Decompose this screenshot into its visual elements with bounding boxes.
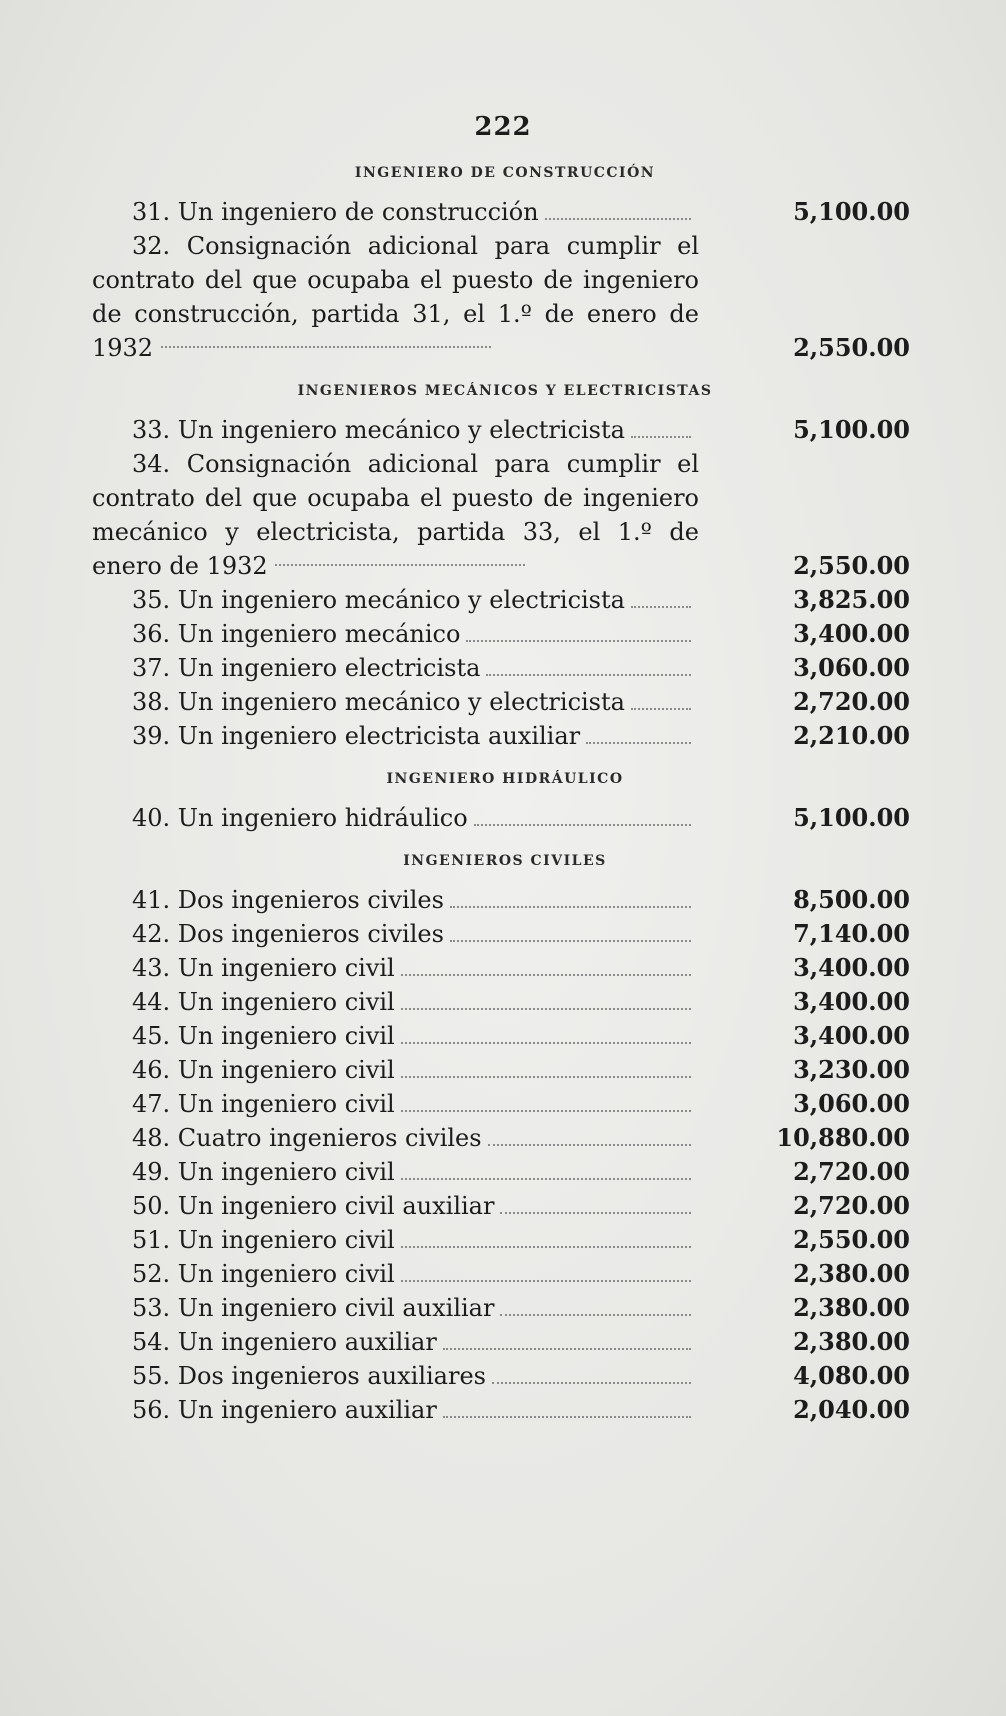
item-text: 36. Un ingeniero mecánico xyxy=(132,620,461,648)
dot-leader xyxy=(443,1348,691,1350)
list-item xyxy=(92,617,918,651)
item-text: 53. Un ingeniero civil auxiliar xyxy=(132,1294,495,1322)
dot-leader xyxy=(500,1314,691,1316)
list-item xyxy=(92,1223,918,1257)
item-text: 42. Dos ingenieros civiles xyxy=(132,920,444,948)
list-item xyxy=(92,1053,918,1087)
dot-leader xyxy=(401,1076,691,1078)
item-amount: 5,100.00 xyxy=(793,197,910,226)
item-text: 54. Un ingeniero auxiliar xyxy=(132,1328,437,1356)
item-amount: 3,825.00 xyxy=(793,585,910,614)
section-ingenieros-civiles xyxy=(92,853,918,1427)
item-amount: 7,140.00 xyxy=(793,919,910,948)
dot-leader xyxy=(631,436,691,438)
section-ingeniero-hidraulico xyxy=(92,771,918,835)
list-item xyxy=(92,801,918,835)
item-text: 37. Un ingeniero electricista xyxy=(132,654,481,682)
item-amount: 10,880.00 xyxy=(776,1123,910,1152)
item-amount: 3,060.00 xyxy=(793,653,910,682)
dot-leader xyxy=(631,708,691,710)
list-item xyxy=(92,195,918,229)
section-ingenieros-mecanicos xyxy=(92,383,918,753)
item-text: 51. Un ingeniero civil xyxy=(132,1226,395,1254)
dot-leader xyxy=(586,742,691,744)
item-text: 33. Un ingeniero mecánico y electricista xyxy=(132,416,625,444)
item-text: 50. Un ingeniero civil auxiliar xyxy=(132,1192,495,1220)
dot-leader xyxy=(161,346,491,348)
list-item xyxy=(92,1087,918,1121)
list-item xyxy=(92,917,918,951)
list-item xyxy=(92,1359,918,1393)
dot-leader xyxy=(488,1144,691,1146)
item-text: 49. Un ingeniero civil xyxy=(132,1158,395,1186)
item-text: 41. Dos ingenieros civiles xyxy=(132,886,444,914)
item-amount: 2,550.00 xyxy=(793,333,910,362)
list-item xyxy=(92,719,918,753)
item-text: 46. Un ingeniero civil xyxy=(132,1056,395,1084)
item-amount: 2,040.00 xyxy=(793,1395,910,1424)
item-amount: 2,380.00 xyxy=(793,1293,910,1322)
list-item xyxy=(92,883,918,917)
dot-leader xyxy=(450,906,691,908)
list-item xyxy=(92,1325,918,1359)
list-item xyxy=(92,985,918,1019)
item-text: 39. Un ingeniero electricista auxiliar xyxy=(132,722,581,750)
item-text: 35. Un ingeniero mecánico y electricista xyxy=(132,586,625,614)
list-item xyxy=(92,413,918,447)
page-number: 222 xyxy=(474,112,532,142)
item-text: 31. Un ingeniero de construcción xyxy=(132,198,539,226)
item-amount: 5,100.00 xyxy=(793,803,910,832)
item-text: 32. Consignación adicional para cumplir el contrato del que ocupaba el puesto de ingeniero de construcción, partida 31, el 1.º de enero de 1932 xyxy=(92,232,699,362)
dot-leader xyxy=(545,218,691,220)
item-amount: 2,720.00 xyxy=(793,1191,910,1220)
item-text: 43. Un ingeniero civil xyxy=(132,954,395,982)
item-amount: 3,400.00 xyxy=(793,619,910,648)
item-amount: 2,720.00 xyxy=(793,687,910,716)
item-text: 45. Un ingeniero civil xyxy=(132,1022,395,1050)
list-item xyxy=(92,229,918,365)
item-amount: 5,100.00 xyxy=(793,415,910,444)
dot-leader xyxy=(401,1246,691,1248)
item-amount: 3,400.00 xyxy=(793,953,910,982)
dot-leader xyxy=(401,1110,691,1112)
item-amount: 2,210.00 xyxy=(793,721,910,750)
list-item xyxy=(92,1393,918,1427)
item-amount: 3,400.00 xyxy=(793,987,910,1016)
list-item xyxy=(92,1189,918,1223)
dot-leader xyxy=(401,1042,691,1044)
item-amount: 2,380.00 xyxy=(793,1259,910,1288)
list-item xyxy=(92,1155,918,1189)
dot-leader xyxy=(492,1382,691,1384)
section-ingeniero-construccion xyxy=(92,165,918,365)
dot-leader xyxy=(443,1416,691,1418)
item-text: 56. Un ingeniero auxiliar xyxy=(132,1396,437,1424)
dot-leader xyxy=(401,1280,691,1282)
item-amount: 8,500.00 xyxy=(793,885,910,914)
item-text: 52. Un ingeniero civil xyxy=(132,1260,395,1288)
item-amount: 2,720.00 xyxy=(793,1157,910,1186)
dot-leader xyxy=(275,564,525,566)
dot-leader xyxy=(631,606,691,608)
item-text: 38. Un ingeniero mecánico y electricista xyxy=(132,688,625,716)
list-item xyxy=(92,951,918,985)
budget-list xyxy=(92,165,918,1445)
section-heading: INGENIEROS MECÁNICOS Y ELECTRICISTAS xyxy=(297,383,713,399)
list-item xyxy=(92,583,918,617)
item-text: 47. Un ingeniero civil xyxy=(132,1090,395,1118)
item-amount: 3,060.00 xyxy=(793,1089,910,1118)
dot-leader xyxy=(450,940,691,942)
list-item xyxy=(92,685,918,719)
item-text: 40. Un ingeniero hidráulico xyxy=(132,804,468,832)
list-item xyxy=(92,1019,918,1053)
item-amount: 4,080.00 xyxy=(793,1361,910,1390)
item-text: 48. Cuatro ingenieros civiles xyxy=(132,1124,482,1152)
list-item xyxy=(92,1291,918,1325)
dot-leader xyxy=(401,974,691,976)
section-heading: INGENIEROS CIVILES xyxy=(403,853,607,869)
list-item xyxy=(92,1257,918,1291)
list-item xyxy=(92,651,918,685)
item-amount: 2,380.00 xyxy=(793,1327,910,1356)
section-heading: INGENIERO HIDRÁULICO xyxy=(386,771,624,787)
item-amount: 2,550.00 xyxy=(793,551,910,580)
item-amount: 3,230.00 xyxy=(793,1055,910,1084)
dot-leader xyxy=(401,1178,691,1180)
item-amount: 2,550.00 xyxy=(793,1225,910,1254)
dot-leader xyxy=(500,1212,691,1214)
dot-leader xyxy=(401,1008,691,1010)
list-item xyxy=(92,447,918,583)
dot-leader xyxy=(466,640,691,642)
item-amount: 3,400.00 xyxy=(793,1021,910,1050)
item-text: 34. Consignación adicional para cumplir el contrato del que ocupaba el puesto de ingeniero mecánico y electricista, partida 33, el 1.º de enero de 1932 xyxy=(92,450,699,580)
dot-leader xyxy=(474,824,691,826)
list-item xyxy=(92,1121,918,1155)
dot-leader xyxy=(486,674,691,676)
item-text: 44. Un ingeniero civil xyxy=(132,988,395,1016)
section-heading: INGENIERO DE CONSTRUCCIÓN xyxy=(354,165,656,181)
item-text: 55. Dos ingenieros auxiliares xyxy=(132,1362,486,1390)
